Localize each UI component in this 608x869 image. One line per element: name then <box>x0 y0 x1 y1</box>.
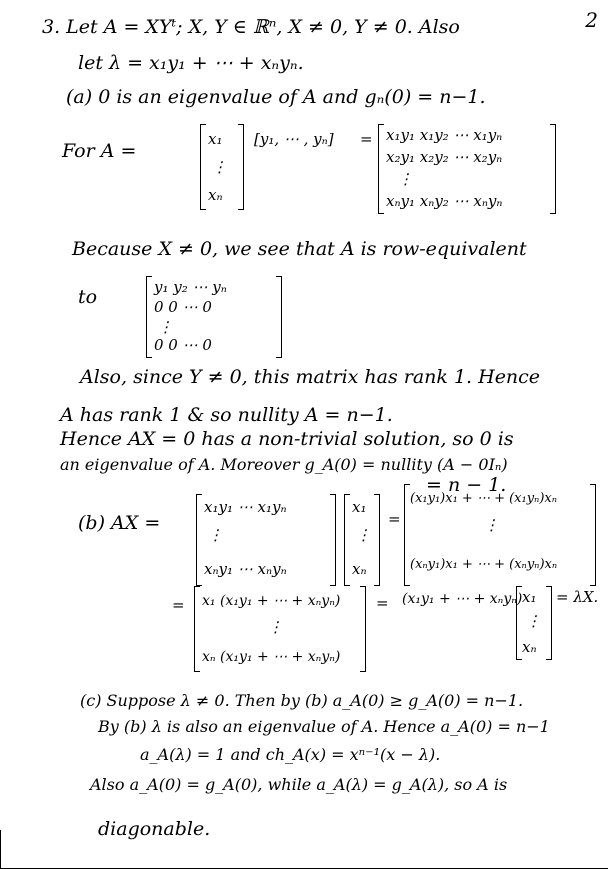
b-result-row-1: (x₁y₁)x₁ + ⋯ + (x₁yₙ)xₙ <box>410 491 557 506</box>
product-row-2: x₂y₁ x₂y₂ ⋯ x₂yₙ <box>386 148 503 166</box>
part-c-line-4: Also a_A(0) = g_A(0), while a_A(λ) = g_A(λ), so A is <box>90 775 508 794</box>
b-a-left-bracket <box>196 494 202 586</box>
product-row-3: ⋮ <box>398 170 413 188</box>
b-x-row-2: ⋮ <box>356 526 371 544</box>
b-a-right-bracket <box>330 494 336 586</box>
x-vector-right-bracket <box>238 124 244 210</box>
b-x2-row-1: x₁ <box>522 588 537 606</box>
b-result-row-3: (xₙy₁)x₁ + ⋯ + (xₙyₙ)xₙ <box>410 557 558 572</box>
b-final-lambda-x: = λX. <box>556 588 599 606</box>
b-x-row-3: xₙ <box>352 560 367 578</box>
because-line: Because X ≠ 0, we see that A is row-equivalent <box>72 238 527 260</box>
b-a-row-3: xₙy₁ ⋯ xₙyₙ <box>204 560 287 578</box>
part-b-label: (b) AX = <box>78 512 161 534</box>
y-row-vector: [y₁, ⋯ , yₙ] <box>254 130 334 148</box>
b-result-right-bracket <box>590 484 596 586</box>
hence-line: Hence AX = 0 has a non-trivial solution, so 0 is <box>60 428 514 450</box>
row-equiv-row-4: 0 0 ⋯ 0 <box>154 336 212 354</box>
product-right-bracket <box>550 124 556 214</box>
part-c-line-2: By (b) λ is also an eigenvalue of A. Hence a_A(0) = n−1 <box>98 717 550 736</box>
b-a-row-2: ⋮ <box>208 526 223 544</box>
b-equals-1: = <box>388 510 401 528</box>
b-equals-3: = <box>376 594 389 612</box>
problem-line-1: 3. Let A = XYᵗ; X, Y ∈ ℝⁿ, X ≠ 0, Y ≠ 0. Also <box>42 16 460 38</box>
x-vector-entry-3: xₙ <box>208 186 223 204</box>
product-row-4: xₙy₁ xₙy₂ ⋯ xₙyₙ <box>386 192 503 210</box>
b-factored-row-2: ⋮ <box>268 618 283 636</box>
part-c-line-1: (c) Suppose λ ≠ 0. Then by (b) a_A(0) ≥ g_A(0) = n−1. <box>80 691 524 710</box>
b-factored-left-bracket <box>194 586 200 672</box>
b-x-left-bracket <box>344 494 350 586</box>
also-since-line: Also, since Y ≠ 0, this matrix has rank 1. Hence <box>80 366 541 388</box>
x-vector-entry-2: ⋮ <box>212 158 227 176</box>
x-vector-left-bracket <box>200 124 206 210</box>
product-row-1: x₁y₁ x₁y₂ ⋯ x₁yₙ <box>386 126 503 144</box>
rank-line: A has rank 1 & so nullity A = n−1. <box>60 404 393 426</box>
product-equals: = <box>360 130 373 148</box>
row-equiv-right-bracket <box>276 276 282 358</box>
problem-line-2: let λ = x₁y₁ + ⋯ + xₙyₙ. <box>78 52 304 74</box>
eigenvalue-line: an eigenvalue of A. Moreover g_A(0) = nullity (A − 0Iₙ) <box>60 455 508 474</box>
b-x2-row-3: xₙ <box>522 638 537 656</box>
b-factored-right-bracket <box>360 586 366 672</box>
row-equiv-row-2: 0 0 ⋯ 0 <box>154 298 212 316</box>
b-result-row-2: ⋮ <box>484 516 499 534</box>
b-x-row-1: x₁ <box>352 498 367 516</box>
to-label: to <box>78 286 98 308</box>
b-factored-row-1: x₁ (x₁y₁ + ⋯ + xₙyₙ) <box>202 593 341 609</box>
row-equiv-row-1: y₁ y₂ ⋯ yₙ <box>154 278 227 296</box>
scan-border-left <box>0 830 1 869</box>
b-scalar: (x₁y₁ + ⋯ + xₙyₙ) <box>402 591 523 607</box>
part-c-line-5: diagonable. <box>98 818 211 840</box>
part-c-line-3: a_A(λ) = 1 and ch_A(x) = xⁿ⁻¹(x − λ). <box>140 745 441 764</box>
product-left-bracket <box>378 124 384 214</box>
equals-n-minus-1: = n − 1. <box>426 474 507 496</box>
part-a-heading: (a) 0 is an eigenvalue of A and gₙ(0) = n−1. <box>66 86 486 108</box>
b-x2-row-2: ⋮ <box>526 612 541 630</box>
page-number: 2 <box>585 8 598 32</box>
b-a-row-1: x₁y₁ ⋯ x₁yₙ <box>204 498 287 516</box>
row-equiv-left-bracket <box>146 276 152 358</box>
b-x2-right-bracket <box>546 586 552 660</box>
x-vector-entry-1: x₁ <box>208 130 223 148</box>
for-a-label: For A = <box>62 140 137 162</box>
row-equiv-row-3: ⋮ <box>158 318 173 336</box>
b-factored-row-3: xₙ (x₁y₁ + ⋯ + xₙyₙ) <box>202 649 341 665</box>
b-equals-2: = <box>172 596 185 614</box>
b-x-right-bracket <box>374 494 380 586</box>
